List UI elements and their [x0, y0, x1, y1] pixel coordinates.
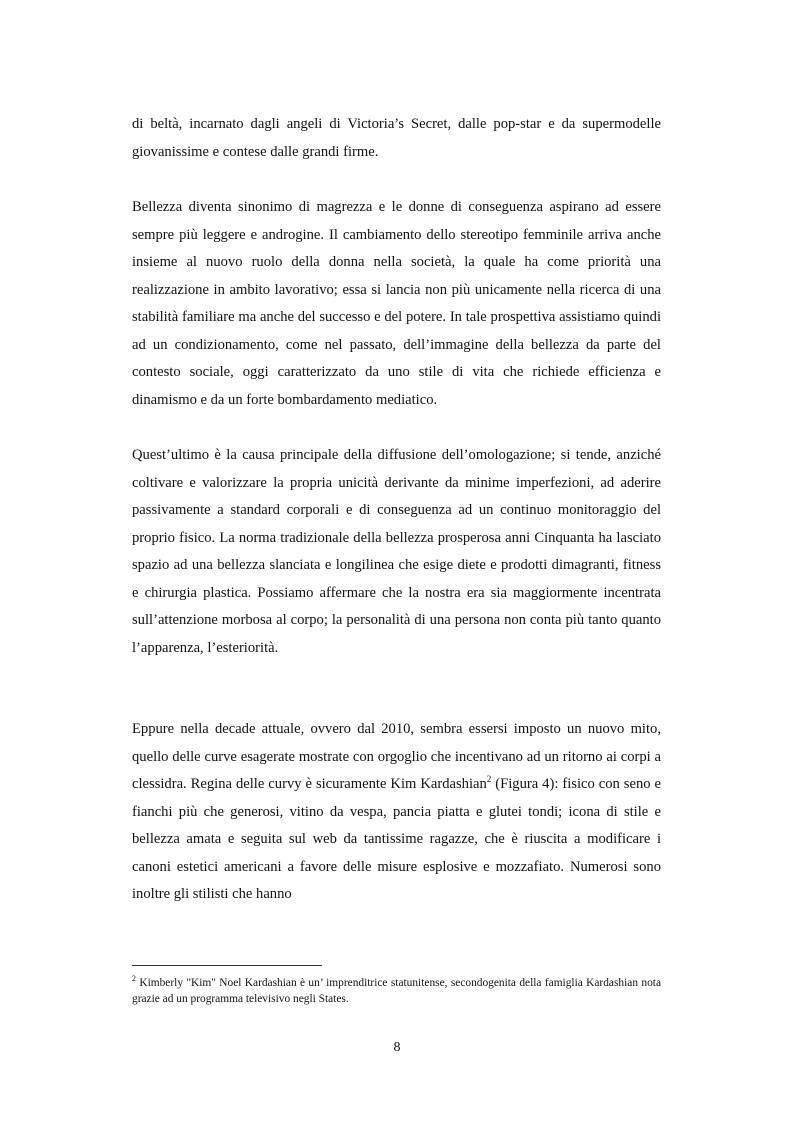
- paragraph-text-after-ref: (Figura 4): fisico con seno e fianchi più che generosi, vitino da vespa, pancia piatta e glutei tondi; icona di stile e bellezza amata e seguita sul web da tantissime ragazze, che è riuscita a modificare i canoni estetici americani a favore delle misure esplosive e mozzafiato. Numerosi sono inoltre gli stilisti che hanno: [132, 776, 661, 902]
- paragraph-text-before-ref: Eppure nella decade attuale, ovvero dal 2010, sembra essersi imposto un nuovo mito, quello delle curve esagerate mostrate con orgoglio che incentivano ad un ritorno ai corpi a clessidra. Regina delle curvy è sicuramente Kim Kardashian: [132, 721, 661, 792]
- body-paragraph-2: Bellezza diventa sinonimo di magrezza e le donne di conseguenza aspirano ad essere sempre più leggere e androgine. Il cambiamento dello stereotipo femminile arriva anche insieme al nuovo ruolo della donna nella società, la quale ha come priorità una realizzazione in ambito lavorativo; essa si lancia non più unicamente nella ricerca di una stabilità familiare ma anche del successo e del potere. In tale prospettiva assistiamo quindi ad un condizionamento, come nel passato, dell’immagine della bellezza da parte del contesto sociale, oggi caratterizzato da uno stile di vita che richiede efficienza e dinamismo e da un forte bombardamento mediatico.: [132, 199, 661, 408]
- page-number: 8: [393, 1040, 401, 1055]
- footnote: [132, 975, 661, 1007]
- footnote-separator: [132, 965, 322, 966]
- footnote-text: Kimberly "Kim" Noel Kardashian è un’ imprenditrice statunitense, secondogenita della famiglia Kardashian nota grazie ad un programma televisivo negli States.: [132, 977, 661, 1005]
- body-paragraph-4: [132, 716, 661, 909]
- footnote-marker: 2: [132, 974, 136, 984]
- footnote-reference[interactable]: 2: [486, 774, 492, 785]
- body-paragraph-3: Quest’ultimo è la causa principale della diffusione dell’omologazione; si tende, anziché coltivare e valorizzare la propria unicità derivante da minime imperfezioni, ad aderire passivamente a standard corporali e di conseguenza ad un continuo monitoraggio del proprio fisico. La norma tradizionale della bellezza prosperosa anni Cinquanta ha lasciato spazio ad una bellezza slanciata e longilinea che esige diete e prodotti dimagranti, fitness e chirurgia plastica. Possiamo affermare che la nostra era sia maggiormente incentrata sull’attenzione morbosa al corpo; la personalità di una persona non conta più tanto quanto l’apparenza, l’esteriorità.: [132, 447, 661, 656]
- body-paragraph-1: di beltà, incarnato dagli angeli di Victoria’s Secret, dalle pop-star e da supermodelle giovanissime e contese dalle grandi firme.: [132, 116, 661, 160]
